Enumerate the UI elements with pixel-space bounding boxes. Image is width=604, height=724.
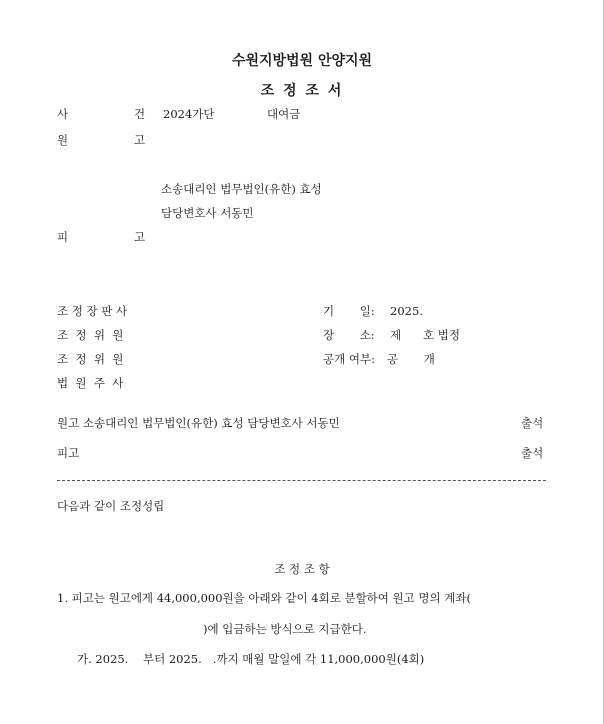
clause-1-sub-a: 가. 2025. 부터 2025. .까지 매월 말일에 각 11,000,000원(4회) — [77, 652, 425, 666]
defendant-label-2: 고 — [134, 230, 146, 244]
judge-label: 조 정 장 판 사 — [57, 304, 128, 318]
date-label: 기 일: — [323, 304, 375, 318]
member1-label: 조 정 위 원 — [57, 328, 124, 342]
public-label: 공개 여부: — [323, 352, 375, 366]
document-title: 조 정 조 서 — [260, 83, 344, 99]
case-number: 2024가단 — [163, 107, 215, 121]
case-label-2: 건 — [134, 107, 146, 121]
place-value: 제 호 법정 — [390, 328, 461, 342]
member2-label: 조 정 위 원 — [57, 352, 124, 366]
attendance-defendant-status: 출석 — [521, 446, 544, 460]
clause-1-line-2: )에 입금하는 방식으로 지급한다. — [203, 622, 367, 636]
case-label-1: 사 — [57, 107, 69, 121]
date-value: 2025. — [390, 304, 423, 318]
plaintiff-label-2: 고 — [134, 133, 146, 147]
plaintiff-representative: 소송대리인 법무법인(유한) 효성 — [161, 182, 322, 196]
terms-heading: 조 정 조 항 — [274, 562, 330, 576]
settlement-intro: 다음과 같이 조정성립 — [57, 499, 165, 513]
section-divider — [57, 480, 546, 481]
clause-1-line-1: 1. 피고는 원고에게 44,000,000원을 아래와 같이 4회로 분할하여 원고 명의 계좌( — [57, 591, 472, 605]
place-label: 장 소: — [323, 328, 375, 342]
attendance-plaintiff-status: 출석 — [521, 416, 544, 430]
plaintiff-lawyer: 담당변호사 서동민 — [161, 206, 254, 220]
case-name: 대여금 — [267, 107, 301, 121]
defendant-label-1: 피 — [57, 230, 69, 244]
plaintiff-label-1: 원 — [57, 133, 69, 147]
court-name: 수원지방법원 안양지원 — [231, 53, 373, 69]
attendance-defendant: 피고 — [57, 446, 80, 460]
attendance-plaintiff: 원고 소송대리인 법무법인(유한) 효성 담당변호사 서동민 — [57, 416, 340, 430]
public-value: 공 개 — [387, 352, 435, 366]
clerk-label: 법 원 주 사 — [57, 376, 124, 390]
